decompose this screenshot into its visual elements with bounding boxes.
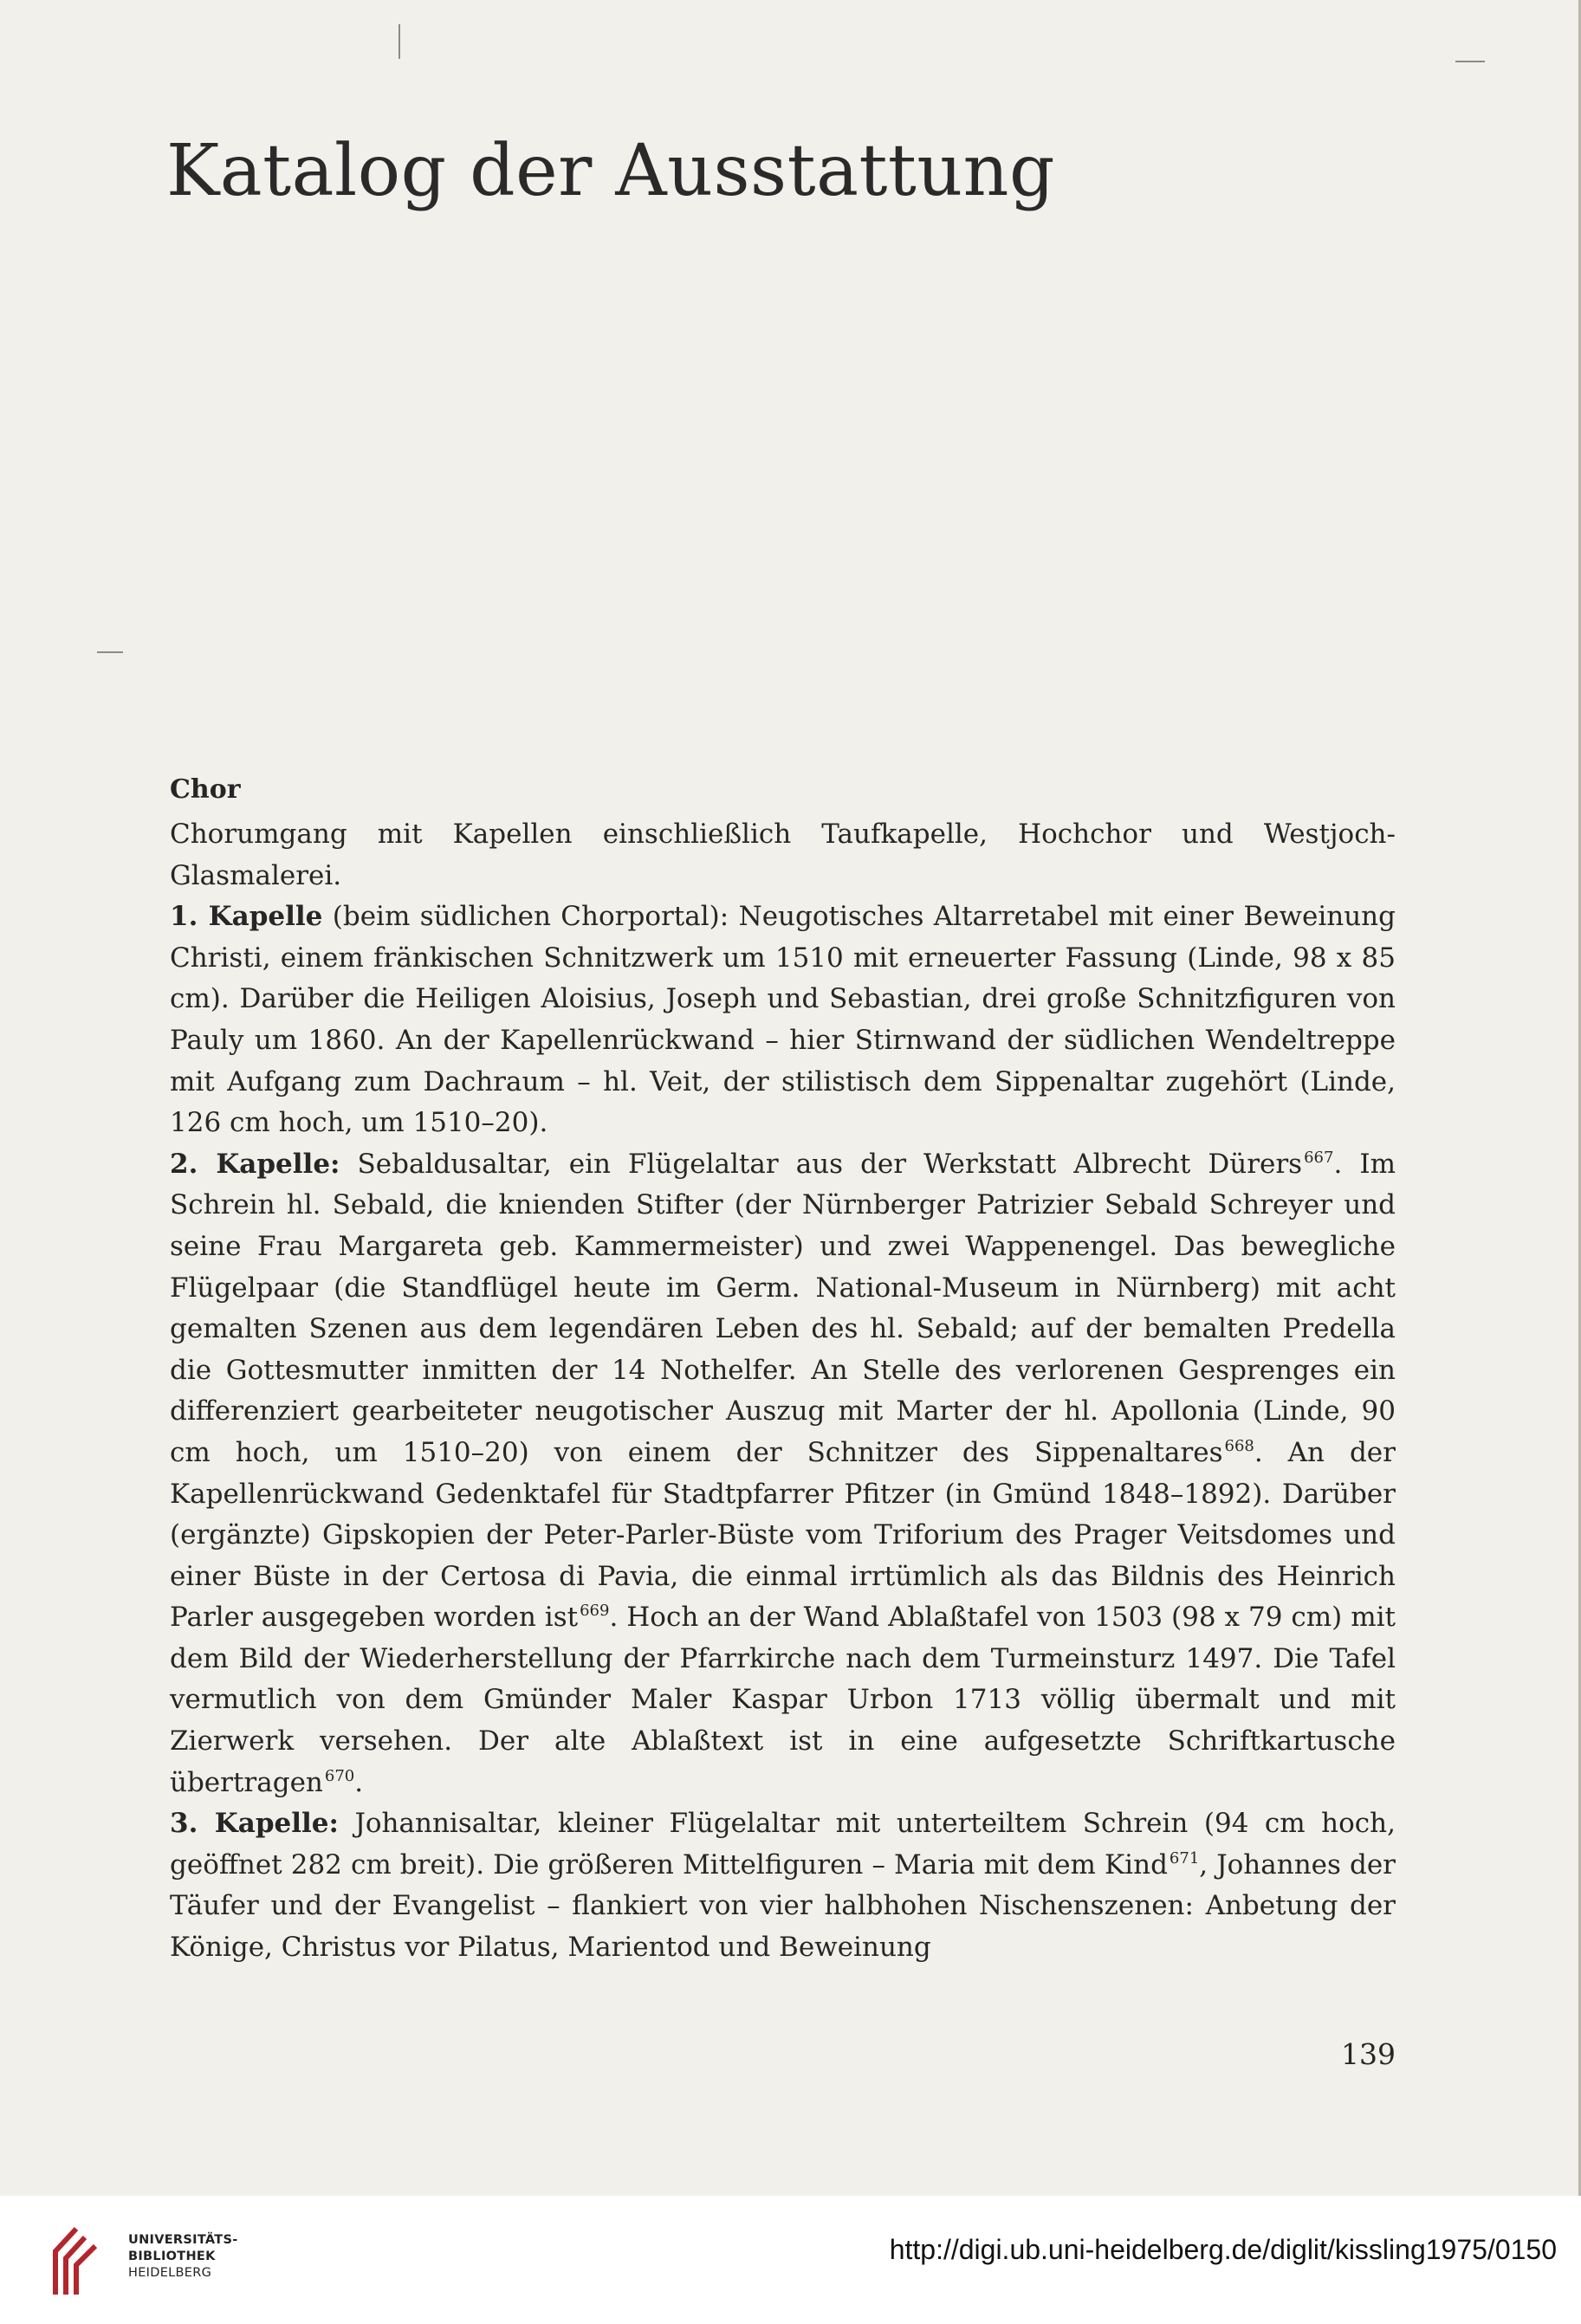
entry-text: (beim südlichen Chorportal): Neugotisches Altarretabel mit einer Beweinung Christi, einem fränkischen Schnitzwerk um 1510 mit erneuerter Fassung (Linde, 98 x 85 cm). Darüber die Heiligen Aloisius, Joseph und Sebastian, drei große Schnitzfiguren von Pauly um 1860. An der Kapellenrückwand – hier Stirnwand der südlichen Wendeltreppe mit Aufgang zum Dachraum – hl. Veit, der stilistisch dem Sippenaltar zugehört (Linde, 126 cm hoch, um 1510–20). <box>170 901 1396 1139</box>
entry-text: , Johannes der Täufer und der Evangelist – flankiert von vier halbhohen Nischenszenen: Anbetung der Könige, Christus vor Pilatus, Marientod und Beweinung <box>170 1848 1396 1964</box>
library-logo-icon <box>50 2225 111 2296</box>
library-name-line: HEIDELBERG <box>128 2266 212 2280</box>
scan-mark <box>97 651 123 653</box>
scan-mark <box>398 24 400 59</box>
entry-text: . <box>354 1766 364 1798</box>
section-heading: Chor <box>170 774 241 805</box>
library-name <box>128 2232 301 2282</box>
entry-text: . Hoch an der Wand Ablaßtafel von 1503 (98 x 79 cm) mit dem Bild der Wiederherstellung der Pfarrkirche nach dem Turmeinsturz 1497. Die Tafel vermutlich von dem Gmünder Maler Kaspar Urbon 1713 völlig übermalt und mit Zierwerk versehen. Der alte Ablaßtext ist in eine aufgesetzte Schriftkartusche übertragen <box>170 1602 1396 1798</box>
catalog-entry <box>170 1144 1396 1804</box>
entry-label: 1. Kapelle <box>170 901 323 933</box>
entry-label: 3. Kapelle: <box>170 1808 339 1840</box>
entry-label: 2. Kapelle: <box>170 1148 340 1180</box>
catalog-entry <box>170 1803 1396 1968</box>
footnote-marker: 671 <box>1169 1848 1200 1868</box>
library-name-line: BIBLIOTHEK <box>128 2250 216 2263</box>
intro-paragraph: Chorumgang mit Kapellen einschließlich Taufkapelle, Hochchor und Westjoch-Glasmalerei. <box>170 819 1396 891</box>
catalog-text <box>170 814 1396 1969</box>
page-number: 139 <box>1341 2037 1396 2071</box>
entry-text: Johannisaltar, kleiner Flügelaltar mit unterteiltem Schrein (94 cm hoch, geöffnet 282 cm breit). Die größeren Mittelfiguren – Maria mit dem Kind <box>170 1808 1396 1881</box>
footer-bar <box>0 2196 1581 2324</box>
entry-text: . Im Schrein hl. Sebald, die knienden Stifter (der Nürnberger Patrizier Sebald Schreyer und seine Frau Margareta geb. Kammermeister) und zwei Wappenengel. Das bewegliche Flügelpaar (die Standflügel heute im Germ. National-Museum in Nürnberg) mit acht gemalten Szenen aus dem legendären Leben des hl. Sebald; auf der bemalten Predella die Gottesmutter inmitten der 14 Nothelfer. An Stelle des verlorenen Gesprenges ein differenziert gearbeiteter neugotischer Auszug mit Marter der hl. Apollonia (Linde, 90 cm hoch, um 1510–20) von einem der Schnitzer des Sippenaltares <box>170 1148 1396 1468</box>
footnote-marker: 668 <box>1224 1436 1254 1455</box>
footnote-marker: 669 <box>580 1602 610 1621</box>
page-title: Katalog der Ausstattung <box>166 130 1055 212</box>
footnote-marker: 667 <box>1304 1148 1334 1167</box>
footnote-marker: 670 <box>324 1766 355 1785</box>
permalink[interactable]: http://digi.ub.uni-heidelberg.de/diglit/kissling1975/0150 <box>889 2234 1557 2265</box>
library-name-line: UNIVERSITÄTS- <box>128 2233 238 2247</box>
scan-mark <box>1455 61 1485 62</box>
entry-text: Sebaldusaltar, ein Flügelaltar aus der Werkstatt Albrecht Dürers <box>340 1148 1303 1180</box>
entry-text: . An der Kapellenrückwand Gedenktafel für Stadtpfarrer Pfitzer (in Gmünd 1848–1892). Darüber (ergänzte) Gipskopien der Peter-Parler-Büste vom Triforium des Prager Veitsdomes und einer Büste in der Certosa di Pavia, die einmal irrtümlich als das Bildnis des Heinrich Parler ausgegeben worden ist <box>170 1436 1396 1634</box>
catalog-entry <box>170 897 1396 1144</box>
